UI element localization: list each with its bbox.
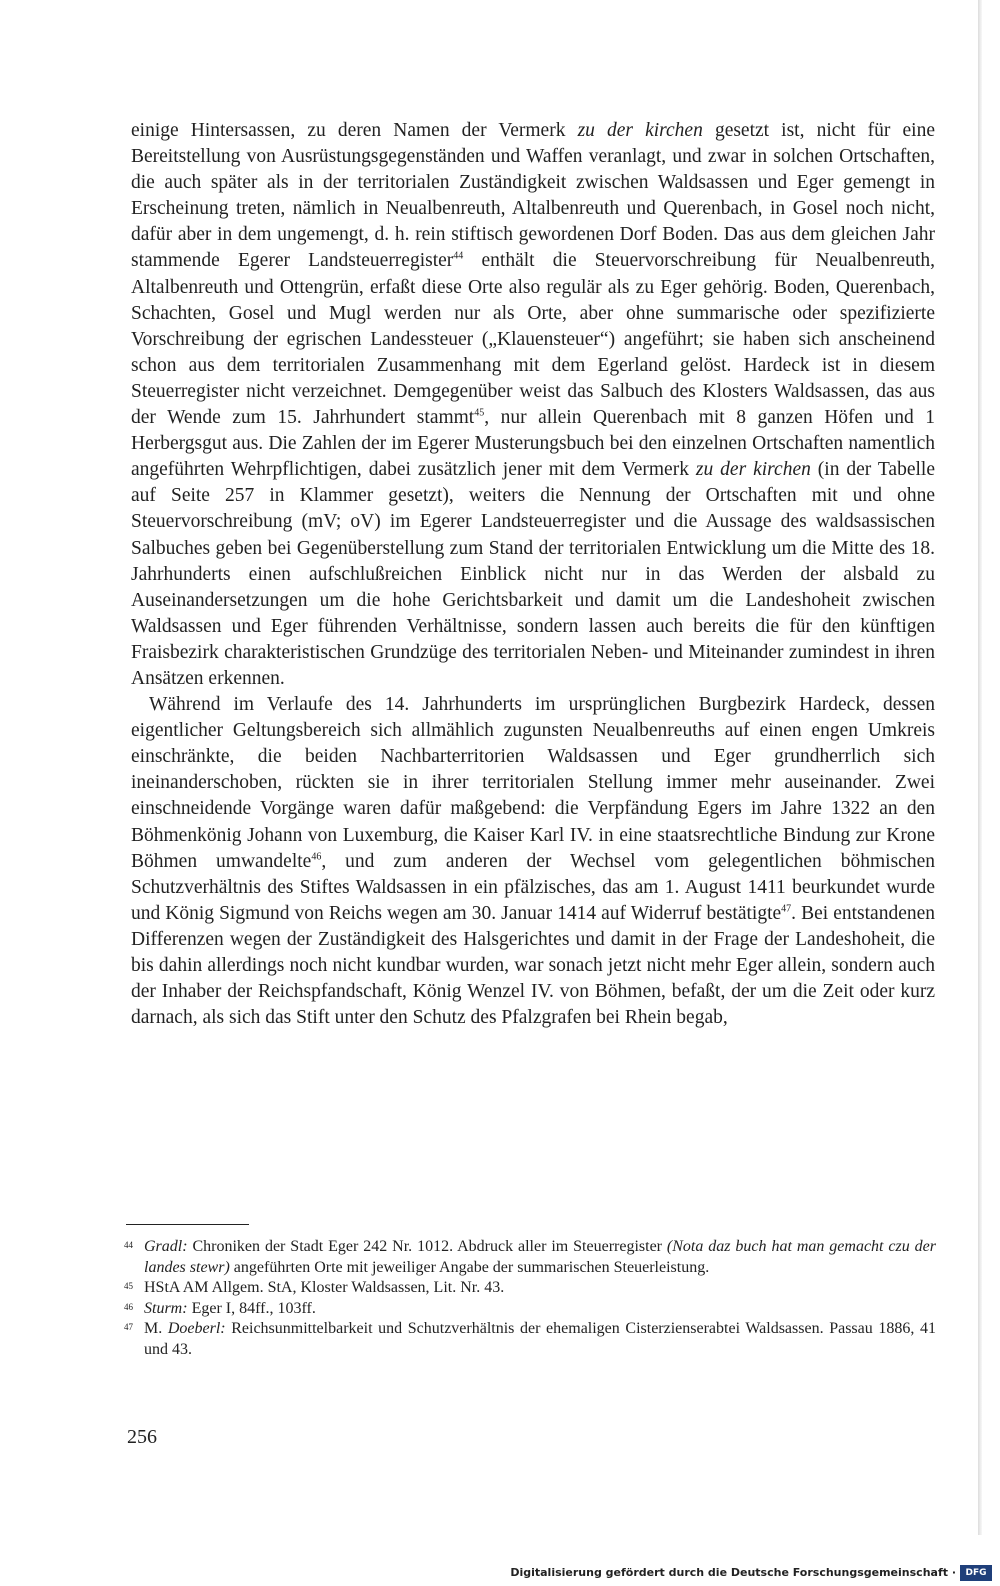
text-run: enthält die Steuervorschreibung für Neualbenreuth, Altalbenreuth und Ottengrün, erfaßt diese Orte also regulär als zu Eger gehörig. Boden, Querenbach, Schachten, Gosel und Mugl werden nur als Orte, aber ohne summarische oder spezifizierte Vorschreibung der egrischen Landessteuer („Klauensteuer“) angeführt; sie haben sich anscheinend schon aus dem territorialen Zusammenhang mit dem Egerland gelöst. Hardeck ist in diesem Steuerregister nicht verzeichnet. Demgegenüber weist das Salbuch des Klosters Waldsassen, das aus der Wende zum 15. Jahrhundert stammt xyxy=(131,250,935,429)
footnote-text xyxy=(144,1299,936,1320)
italic-term: zu der kirchen xyxy=(695,459,811,481)
banner-text: Digitalisierung gefördert durch die Deutsche Forschungsgemeinschaft · xyxy=(510,1566,956,1579)
footnote-number: 47 xyxy=(124,1322,133,1332)
footnote-author: Sturm: xyxy=(144,1299,188,1317)
text-run: Eger I, 84ff., 103ff. xyxy=(187,1299,316,1317)
footnote-ref-45: 45 xyxy=(474,407,485,419)
footnote-46 xyxy=(124,1299,936,1320)
footnote-number: 45 xyxy=(124,1281,133,1291)
scan-edge-shadow xyxy=(978,0,982,1535)
footnote-ref-46: 46 xyxy=(311,851,322,863)
footnote-text xyxy=(144,1237,936,1278)
digitization-banner xyxy=(0,1558,1000,1586)
footnote-number: 46 xyxy=(124,1301,133,1312)
footnote-text xyxy=(144,1319,936,1360)
footnote-number: 44 xyxy=(124,1240,133,1250)
footnotes xyxy=(124,1237,936,1360)
main-text xyxy=(131,118,935,1031)
text-run: angeführten Orte mit jeweiliger Angabe der summarischen Steuerleistung. xyxy=(229,1258,710,1276)
text-run: (in der Tabelle auf Seite 257 in Klammer gesetzt), weiters die Nennung der Ortschaften mit und ohne Steuervorschreibung (mV; oV) im Egerer Landsteuerregister und die Aussage des waldsassischen Salbuches geben bei Gegenüberstellung zum Stand der territorialen Entwicklung um die Mitte des 18. Jahrhunderts einen aufschlußreichen Einblick nicht nur in das Werden der alsbald zu Auseinandersetzungen um die hohe Gerichtsbarkeit und damit um die Landeshoheit zwischen Waldsassen und Eger führenden Verhältnisse, sondern lassen auch bereits die für den künftigen Fraisbezirk charakteristischen Grundzüge des territorialen Neben- und Miteinander zumindest in ihren Ansätzen erkennen. xyxy=(131,459,935,689)
text-run: , und zum anderen der Wechsel vom gelegentlichen böhmischen Schutzverhältnis des Stiftes Waldsassen in ein pfälzisches, das am 1. August 1411 beurkundet wurde und König Sigmund von Reichs wegen am 30. Januar 1414 auf Widerruf bestätigte xyxy=(131,850,935,924)
footnote-ref-44: 44 xyxy=(453,250,464,262)
paragraph-2 xyxy=(131,692,935,1031)
footnote-47 xyxy=(124,1319,936,1360)
italic-quote: (Nota daz buch hat man gemacht czu der landes stewr) xyxy=(144,1238,936,1276)
text-run: M. xyxy=(144,1320,168,1337)
text-run: , nur allein Querenbach mit 8 ganzen Höfen und 1 Herbergsgut aus. Die Zahlen der im Egerer Musterungsbuch bei den einzelnen Ortschaften namentlich angeführten Wehrpflichtigen, dabei zusätzlich jener mit dem Vermerk xyxy=(131,407,936,481)
paragraph-1 xyxy=(131,118,935,692)
text-run: gesetzt ist, nicht für eine Bereitstellung von Ausrüstungsgegenständen und Waffen veranlagt, und zwar in solchen Ortschaften, die auch später als in der territorialen Zuständigkeit zwischen Waldsassen und Eger gemengt in Erscheinung treten, nämlich in Neualbenreuth, Altalbenreuth und Querenbach, in Gosel noch nicht, dafür aber in dem ungemengt, d. h. rein stiftisch gewordenen Dorf Boden. Das aus dem gleichen Jahr stammende Egerer Landsteuerregister xyxy=(131,120,935,272)
footnote-44 xyxy=(124,1237,936,1278)
footnote-ref-47: 47 xyxy=(781,903,792,915)
page-number: 256 xyxy=(127,1426,157,1448)
footnote-author: Gradl: xyxy=(144,1238,188,1255)
italic-term: zu der kirchen xyxy=(577,120,703,141)
text-run: Chroniken der Stadt Eger 242 Nr. 1012. Abdruck aller im Steuerregister xyxy=(187,1238,667,1255)
footnote-author: Doeberl: xyxy=(167,1320,226,1337)
text-run: Reichsunmittelbarkeit und Schutzverhältnis der ehemaligen Cisterzienserabtei Waldsassen. Passau 1886, 41 und 43. xyxy=(144,1320,936,1358)
footnote-text: HStA AM Allgem. StA, Kloster Waldsassen, Lit. Nr. 43. xyxy=(144,1279,505,1296)
text-run: Während im Verlaufe des 14. Jahrhunderts im ursprünglichen Burgbezirk Hardeck, dessen eigentlicher Geltungsbereich sich allmählich zugunsten Neualbenreuths auf einen engen Umkreis einschränkte, die beiden Nachbarterritorien Waldsassen und Eger grundherrlich sich ineinanderschoben, rückten sie in ihrer territorialen Stellung immer mehr auseinander. Zwei einschneidende Vorgänge waren dafür maßgebend: die Verpfändung Egers im Jahre 1322 an den Böhmenkönig Johann von Luxemburg, die Kaiser Karl IV. in eine staatsrechtliche Bindung zur Krone Böhmen umwandelte xyxy=(131,694,935,872)
footnote-45 xyxy=(124,1278,936,1299)
text-run: einige Hintersassen, zu deren Namen der Vermerk xyxy=(131,120,578,141)
text-run: . Bei entstandenen Differenzen wegen der Zuständigkeit des Halsgerichtes und damit in der Frage der Landeshoheit, die bis dahin allerdings noch nicht kundbar wurden, war sonach jetzt nicht mehr Eger allein, sondern auch der Inhaber der Reichspfandschaft, König Wenzel IV. von Böhmen, befaßt, der um die Zeit oder kurz darnach, als sich das Stift unter den Schutz des Pfalzgrafen bei Rhein begab, xyxy=(131,902,936,1029)
dfg-logo: DFG xyxy=(960,1565,992,1581)
footnote-separator xyxy=(126,1224,249,1225)
